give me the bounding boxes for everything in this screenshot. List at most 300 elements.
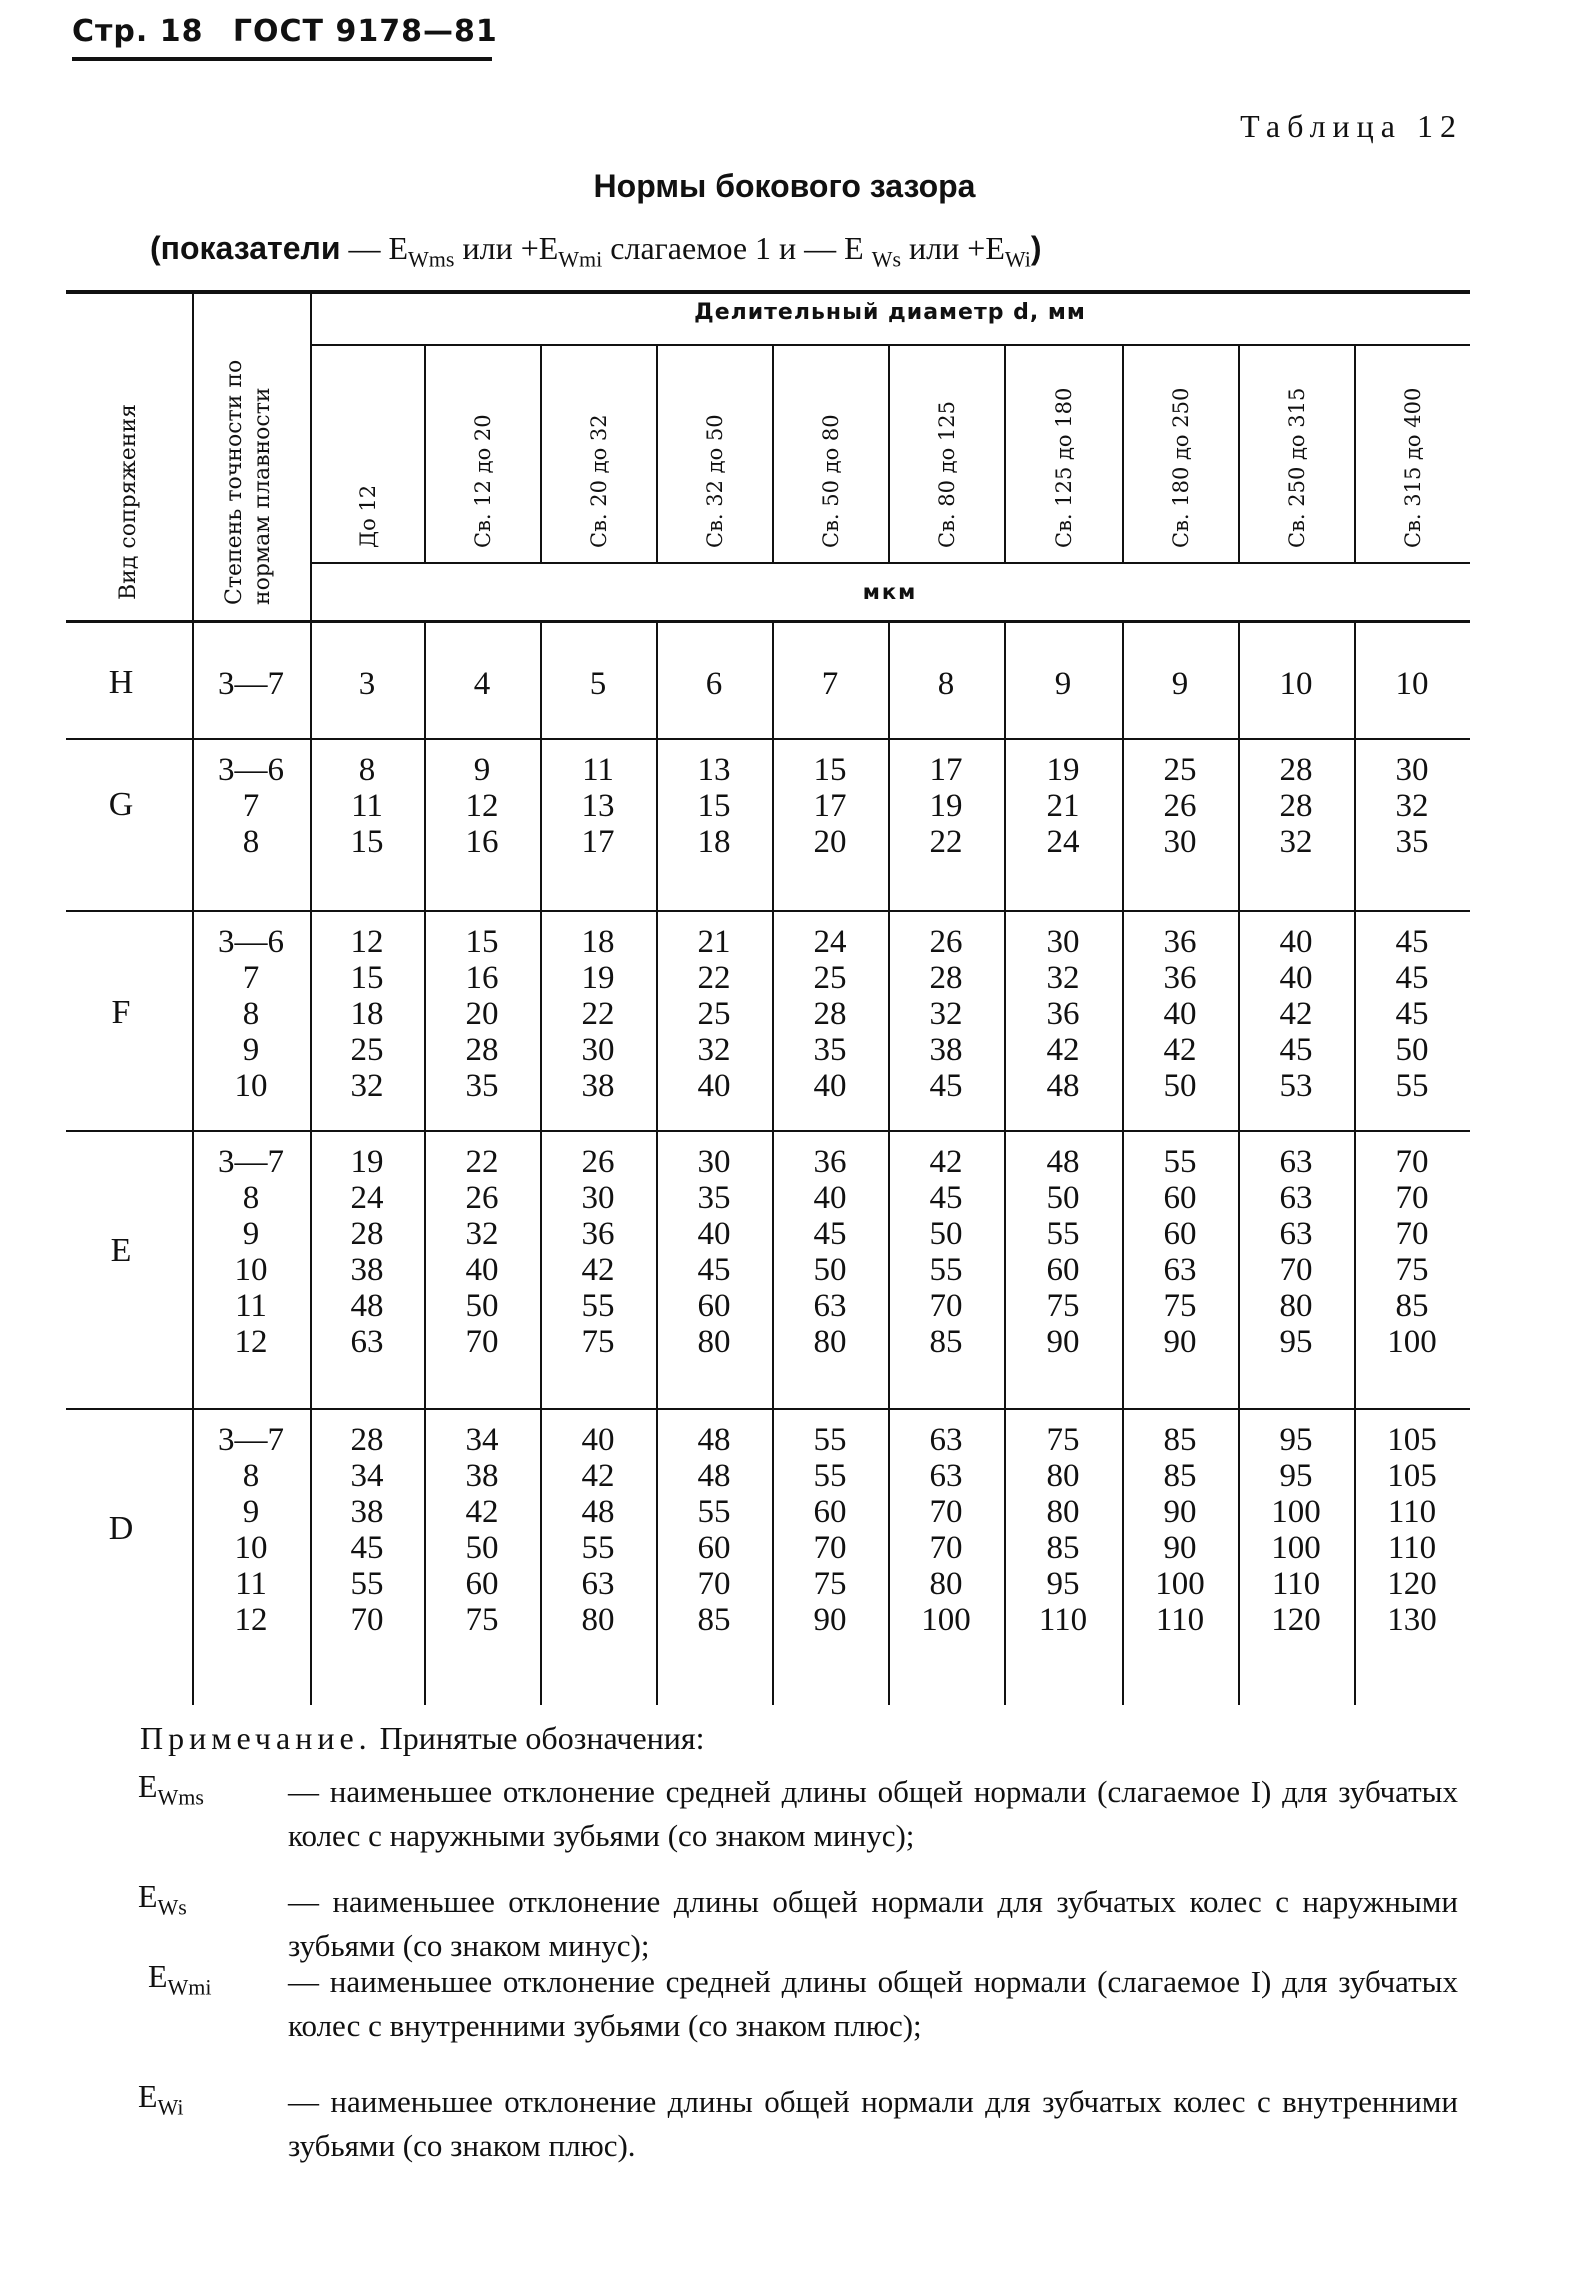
table-cell: 21 bbox=[697, 924, 731, 960]
table-cell: 35 bbox=[465, 1068, 499, 1104]
column-header-mating-type: Вид сопряжения bbox=[116, 403, 141, 600]
table-cell: 35 bbox=[1395, 824, 1429, 860]
table-cell: 130 bbox=[1387, 1602, 1437, 1638]
note-symbol-subscript: Ws bbox=[157, 1894, 187, 1920]
table-cell: 53 bbox=[1279, 1068, 1313, 1104]
column-header-accuracy-line1: Степень точности по bbox=[222, 359, 247, 605]
table-cell: 4 bbox=[473, 666, 491, 702]
diameter-column-header: До 12 bbox=[356, 484, 380, 548]
table-cell: 75 bbox=[813, 1566, 847, 1602]
diameter-column-line bbox=[888, 346, 890, 562]
table-cell: 30 bbox=[697, 1144, 731, 1180]
table-cell: 50 bbox=[813, 1252, 847, 1288]
table-cell: 15 bbox=[813, 752, 847, 788]
table-cell: 5 bbox=[589, 666, 607, 702]
accuracy-grade-cell: 8 bbox=[242, 1180, 260, 1216]
note-definition-text: — наименьшее отклонение длины общей нормали для зубчатых колес с наружными зубьями (со знаком минус); bbox=[288, 1884, 1458, 1963]
table-cell: 63 bbox=[1279, 1180, 1313, 1216]
diameter-column-header: Св. 80 до 125 bbox=[935, 401, 959, 548]
table-cell: 55 bbox=[697, 1494, 731, 1530]
page-number: Стр. 18 bbox=[72, 14, 204, 49]
table-cell: 70 bbox=[1395, 1180, 1429, 1216]
table-cell: 60 bbox=[697, 1288, 731, 1324]
table-cell: 55 bbox=[1395, 1068, 1429, 1104]
accuracy-grade-cell: 8 bbox=[242, 824, 260, 860]
table-cell: 36 bbox=[581, 1216, 615, 1252]
standard-code: ГОСТ 9178—81 bbox=[232, 14, 498, 49]
table-cell: 63 bbox=[1163, 1252, 1197, 1288]
table-cell: 28 bbox=[350, 1422, 384, 1458]
unit-header: мкм bbox=[862, 580, 918, 604]
table-cell: 70 bbox=[350, 1602, 384, 1638]
table-cell: 13 bbox=[581, 788, 615, 824]
table-cell: 75 bbox=[1163, 1288, 1197, 1324]
table-cell: 100 bbox=[921, 1602, 971, 1638]
table-cell: 80 bbox=[1046, 1494, 1080, 1530]
column-header-rule bbox=[310, 562, 1470, 564]
accuracy-grade-cell: 8 bbox=[242, 996, 260, 1032]
table-cell: 45 bbox=[1395, 960, 1429, 996]
table-cell: 6 bbox=[705, 666, 723, 702]
table-cell: 63 bbox=[929, 1422, 963, 1458]
table-cell: 110 bbox=[1271, 1566, 1321, 1602]
diameter-column-line bbox=[540, 346, 542, 562]
table-cell: 75 bbox=[581, 1324, 615, 1360]
table-cell: 90 bbox=[1163, 1494, 1197, 1530]
subtitle-sub: Wms bbox=[408, 246, 455, 272]
subtitle-part: слагаемое 1 и — E bbox=[602, 230, 872, 266]
accuracy-grade-cell: 7 bbox=[242, 960, 260, 996]
table-cell: 63 bbox=[581, 1566, 615, 1602]
table-cell: 45 bbox=[929, 1180, 963, 1216]
table-cell: 22 bbox=[581, 996, 615, 1032]
table-cell: 16 bbox=[465, 824, 499, 860]
table-cell: 120 bbox=[1387, 1566, 1437, 1602]
table-cell: 40 bbox=[697, 1216, 731, 1252]
table-cell: 35 bbox=[697, 1180, 731, 1216]
diameter-column-line bbox=[1122, 346, 1124, 562]
table-cell: 95 bbox=[1279, 1324, 1313, 1360]
table-cell: 50 bbox=[465, 1288, 499, 1324]
table-cell: 40 bbox=[813, 1068, 847, 1104]
table-cell: 50 bbox=[1163, 1068, 1197, 1104]
table-label: Таблица 12 bbox=[1240, 108, 1463, 144]
diameter-column-header: Св. 50 до 80 bbox=[819, 414, 843, 548]
table-cell: 90 bbox=[1163, 1530, 1197, 1566]
table-cell: 34 bbox=[350, 1458, 384, 1494]
table-cell: 70 bbox=[813, 1530, 847, 1566]
table-cell: 7 bbox=[821, 666, 839, 702]
table-cell: 48 bbox=[697, 1422, 731, 1458]
table-cell: 20 bbox=[813, 824, 847, 860]
table-cell: 75 bbox=[465, 1602, 499, 1638]
accuracy-grade-cell: 9 bbox=[242, 1216, 260, 1252]
table-cell: 26 bbox=[581, 1144, 615, 1180]
subtitle-part: или +E bbox=[901, 230, 1005, 266]
table-cell: 75 bbox=[1046, 1422, 1080, 1458]
group-separator-rule bbox=[66, 738, 1470, 740]
table-cell: 12 bbox=[465, 788, 499, 824]
table-cell: 50 bbox=[1046, 1180, 1080, 1216]
table-cell: 38 bbox=[929, 1032, 963, 1068]
table-cell: 55 bbox=[350, 1566, 384, 1602]
table-cell: 110 bbox=[1038, 1602, 1088, 1638]
table-cell: 8 bbox=[937, 666, 955, 702]
table-cell: 10 bbox=[1395, 666, 1429, 702]
table-cell: 32 bbox=[1279, 824, 1313, 860]
table-cell: 90 bbox=[1046, 1324, 1080, 1360]
subtitle-sub: Ws bbox=[871, 246, 902, 272]
note-symbol-subscript: Wmi bbox=[167, 1974, 212, 2000]
diameter-column-line bbox=[1354, 346, 1356, 562]
table-cell: 12 bbox=[350, 924, 384, 960]
diameter-column-header: Св. 20 до 32 bbox=[587, 414, 611, 548]
table-cell: 42 bbox=[1046, 1032, 1080, 1068]
table-cell: 60 bbox=[1163, 1216, 1197, 1252]
table-cell: 16 bbox=[465, 960, 499, 996]
table-cell: 40 bbox=[465, 1252, 499, 1288]
accuracy-grade-cell: 9 bbox=[242, 1494, 260, 1530]
table-cell: 28 bbox=[1279, 788, 1313, 824]
note-symbol bbox=[138, 1768, 204, 1810]
accuracy-grade-cell: 11 bbox=[235, 1566, 267, 1602]
table-cell: 38 bbox=[581, 1068, 615, 1104]
table-cell: 105 bbox=[1387, 1422, 1437, 1458]
group-separator-rule bbox=[66, 1130, 1470, 1132]
table-cell: 38 bbox=[350, 1252, 384, 1288]
table-cell: 19 bbox=[350, 1144, 384, 1180]
table-cell: 55 bbox=[1163, 1144, 1197, 1180]
table-cell: 42 bbox=[581, 1252, 615, 1288]
table-cell: 42 bbox=[1163, 1032, 1197, 1068]
table-cell: 70 bbox=[465, 1324, 499, 1360]
note-label: Примечание. bbox=[140, 1720, 372, 1756]
accuracy-grade-cell: 11 bbox=[235, 1288, 267, 1324]
mating-type-label: H bbox=[108, 664, 134, 701]
accuracy-grade-cell: 12 bbox=[234, 1324, 268, 1360]
table-cell: 75 bbox=[1046, 1288, 1080, 1324]
diameter-column-line bbox=[656, 346, 658, 562]
table-cell: 60 bbox=[1046, 1252, 1080, 1288]
table-cell: 55 bbox=[581, 1530, 615, 1566]
diameter-column-line bbox=[1238, 346, 1240, 562]
table-cell: 42 bbox=[1279, 996, 1313, 1032]
subtitle-part: или +E bbox=[454, 230, 559, 266]
table-cell: 55 bbox=[581, 1288, 615, 1324]
diameter-column-header: Св. 12 до 20 bbox=[471, 414, 495, 548]
diameter-column-header: Св. 250 до 315 bbox=[1285, 387, 1309, 548]
mating-type-label: F bbox=[111, 994, 131, 1031]
table-cell: 25 bbox=[813, 960, 847, 996]
subtitle-close: ) bbox=[1030, 230, 1042, 266]
table-cell: 63 bbox=[1279, 1144, 1313, 1180]
table-cell: 63 bbox=[1279, 1216, 1313, 1252]
table-cell: 100 bbox=[1271, 1530, 1321, 1566]
note-intro: Принятые обозначения: bbox=[371, 1720, 705, 1756]
note-title bbox=[140, 1720, 705, 1757]
table-cell: 70 bbox=[697, 1566, 731, 1602]
table-cell: 100 bbox=[1155, 1566, 1205, 1602]
note-symbol-letter: E bbox=[148, 1958, 168, 1994]
table-cell: 55 bbox=[1046, 1216, 1080, 1252]
diameter-header-rule bbox=[310, 344, 1470, 346]
note-symbol-subscript: Wi bbox=[157, 2094, 184, 2120]
diameter-column-header: Св. 32 до 50 bbox=[703, 414, 727, 548]
table-cell: 11 bbox=[582, 752, 614, 788]
table-cell: 48 bbox=[581, 1494, 615, 1530]
table-cell: 80 bbox=[697, 1324, 731, 1360]
table-cell: 24 bbox=[1046, 824, 1080, 860]
table-cell: 80 bbox=[813, 1324, 847, 1360]
table-cell: 63 bbox=[813, 1288, 847, 1324]
table-cell: 48 bbox=[697, 1458, 731, 1494]
table-cell: 90 bbox=[813, 1602, 847, 1638]
note-symbol bbox=[138, 1878, 187, 1920]
table-cell: 36 bbox=[1163, 960, 1197, 996]
table-cell: 9 bbox=[473, 752, 491, 788]
table-cell: 3 bbox=[358, 666, 376, 702]
table-cell: 11 bbox=[351, 788, 383, 824]
accuracy-grade-cell: 3—7 bbox=[218, 1144, 284, 1180]
note-symbol-subscript: Wms bbox=[157, 1784, 204, 1810]
table-cell: 40 bbox=[813, 1180, 847, 1216]
diameter-column-line bbox=[1004, 346, 1006, 562]
table-cell: 85 bbox=[1395, 1288, 1429, 1324]
table-cell: 45 bbox=[697, 1252, 731, 1288]
table-cell: 18 bbox=[697, 824, 731, 860]
column-header-accuracy-line2: нормам плавности bbox=[250, 387, 275, 605]
table-cell: 35 bbox=[813, 1032, 847, 1068]
table-cell: 30 bbox=[1046, 924, 1080, 960]
table-cell: 70 bbox=[1279, 1252, 1313, 1288]
table-cell: 19 bbox=[1046, 752, 1080, 788]
table-cell: 34 bbox=[465, 1422, 499, 1458]
table-cell: 100 bbox=[1271, 1494, 1321, 1530]
table-cell: 50 bbox=[929, 1216, 963, 1252]
table-cell: 120 bbox=[1271, 1602, 1321, 1638]
subtitle-sub: Wi bbox=[1004, 246, 1031, 272]
note-symbol bbox=[148, 1958, 212, 2000]
mating-type-label: G bbox=[108, 786, 134, 823]
table-cell: 85 bbox=[1046, 1530, 1080, 1566]
accuracy-grade-cell: 10 bbox=[234, 1068, 268, 1104]
table-cell: 26 bbox=[1163, 788, 1197, 824]
table-cell: 36 bbox=[813, 1144, 847, 1180]
table-cell: 40 bbox=[1279, 924, 1313, 960]
table-cell: 18 bbox=[581, 924, 615, 960]
group-separator-rule bbox=[66, 910, 1470, 912]
table-cell: 26 bbox=[465, 1180, 499, 1216]
table-cell: 63 bbox=[350, 1324, 384, 1360]
accuracy-grade-cell: 12 bbox=[234, 1602, 268, 1638]
diameter-column-header: Св. 315 до 400 bbox=[1401, 387, 1425, 548]
group-separator-rule bbox=[66, 1408, 1470, 1410]
table-cell: 15 bbox=[350, 824, 384, 860]
table-cell: 42 bbox=[929, 1144, 963, 1180]
table-cell: 48 bbox=[1046, 1068, 1080, 1104]
table-cell: 80 bbox=[1046, 1458, 1080, 1494]
accuracy-grade-cell: 3—7 bbox=[218, 666, 284, 702]
table-cell: 38 bbox=[465, 1458, 499, 1494]
table-cell: 21 bbox=[1046, 788, 1080, 824]
diameter-header: Делительный диаметр d, мм bbox=[694, 300, 1086, 325]
table-cell: 63 bbox=[929, 1458, 963, 1494]
table-cell: 50 bbox=[465, 1530, 499, 1566]
diameter-column-line bbox=[424, 346, 426, 562]
table-cell: 45 bbox=[350, 1530, 384, 1566]
table-cell: 80 bbox=[581, 1602, 615, 1638]
subtitle-sub: Wmi bbox=[558, 246, 603, 272]
table-cell: 95 bbox=[1279, 1422, 1313, 1458]
table-cell: 30 bbox=[1163, 824, 1197, 860]
table-cell: 70 bbox=[1395, 1216, 1429, 1252]
table-cell: 26 bbox=[929, 924, 963, 960]
table-cell: 95 bbox=[1046, 1566, 1080, 1602]
table-cell: 25 bbox=[1163, 752, 1197, 788]
table-cell: 10 bbox=[1279, 666, 1313, 702]
table-cell: 24 bbox=[350, 1180, 384, 1216]
table-cell: 95 bbox=[1279, 1458, 1313, 1494]
table-cell: 55 bbox=[929, 1252, 963, 1288]
table-cell: 50 bbox=[1395, 1032, 1429, 1068]
table-cell: 110 bbox=[1155, 1602, 1205, 1638]
note-symbol-letter: E bbox=[138, 1878, 158, 1914]
accuracy-grade-cell: 8 bbox=[242, 1458, 260, 1494]
mating-type-label: D bbox=[108, 1510, 134, 1547]
table-cell: 17 bbox=[929, 752, 963, 788]
note-symbol bbox=[138, 2078, 184, 2120]
table-cell: 32 bbox=[929, 996, 963, 1032]
table-cell: 18 bbox=[350, 996, 384, 1032]
table-cell: 24 bbox=[813, 924, 847, 960]
note-symbol-letter: E bbox=[138, 1768, 158, 1804]
subtitle-part: — E bbox=[340, 230, 409, 266]
subtitle-open: (показатели bbox=[150, 230, 341, 266]
table-cell: 60 bbox=[465, 1566, 499, 1602]
table-cell: 70 bbox=[929, 1288, 963, 1324]
diameter-column-header: Св. 180 до 250 bbox=[1169, 387, 1193, 548]
table-cell: 28 bbox=[465, 1032, 499, 1068]
table-cell: 9 bbox=[1054, 666, 1072, 702]
table-cell: 80 bbox=[929, 1566, 963, 1602]
table-cell: 15 bbox=[465, 924, 499, 960]
table-cell: 30 bbox=[1395, 752, 1429, 788]
table-cell: 45 bbox=[1395, 924, 1429, 960]
table-cell: 90 bbox=[1163, 1324, 1197, 1360]
table-cell: 45 bbox=[929, 1068, 963, 1104]
table-cell: 30 bbox=[581, 1032, 615, 1068]
table-title: Нормы бокового зазора bbox=[593, 168, 976, 204]
table-cell: 110 bbox=[1387, 1530, 1437, 1566]
table-subtitle bbox=[150, 230, 1042, 272]
table-cell: 28 bbox=[350, 1216, 384, 1252]
table-cell: 8 bbox=[358, 752, 376, 788]
table-cell: 60 bbox=[697, 1530, 731, 1566]
table-cell: 13 bbox=[697, 752, 731, 788]
table-cell: 15 bbox=[697, 788, 731, 824]
accuracy-grade-cell: 3—7 bbox=[218, 1422, 284, 1458]
table-cell: 60 bbox=[813, 1494, 847, 1530]
table-cell: 55 bbox=[813, 1422, 847, 1458]
note-definition-text: — наименьшее отклонение длины общей нормали для зубчатых колес с внутренними зубьями (со знаком плюс). bbox=[288, 2084, 1458, 2163]
table-cell: 22 bbox=[465, 1144, 499, 1180]
table-cell: 17 bbox=[581, 824, 615, 860]
table-cell: 40 bbox=[1163, 996, 1197, 1032]
table-cell: 110 bbox=[1387, 1494, 1437, 1530]
table-cell: 32 bbox=[350, 1068, 384, 1104]
accuracy-grade-cell: 3—6 bbox=[218, 924, 284, 960]
table-cell: 42 bbox=[581, 1458, 615, 1494]
note-definition-text: — наименьшее отклонение средней длины общей нормали (слагаемое I) для зубчатых колес с внутренними зубьями (со знаком плюс); bbox=[288, 1964, 1458, 2043]
note-symbol-letter: E bbox=[138, 2078, 158, 2114]
table-cell: 45 bbox=[1395, 996, 1429, 1032]
table-cell: 32 bbox=[465, 1216, 499, 1252]
table-cell: 22 bbox=[929, 824, 963, 860]
table-cell: 36 bbox=[1046, 996, 1080, 1032]
table-cell: 28 bbox=[813, 996, 847, 1032]
table-cell: 40 bbox=[581, 1422, 615, 1458]
table-cell: 28 bbox=[929, 960, 963, 996]
table-cell: 40 bbox=[697, 1068, 731, 1104]
table-cell: 22 bbox=[697, 960, 731, 996]
accuracy-grade-cell: 10 bbox=[234, 1530, 268, 1566]
table-cell: 19 bbox=[929, 788, 963, 824]
table-cell: 60 bbox=[1163, 1180, 1197, 1216]
table-cell: 48 bbox=[1046, 1144, 1080, 1180]
table-cell: 25 bbox=[350, 1032, 384, 1068]
table-cell: 38 bbox=[350, 1494, 384, 1530]
table-cell: 75 bbox=[1395, 1252, 1429, 1288]
table-cell: 15 bbox=[350, 960, 384, 996]
table-cell: 32 bbox=[697, 1032, 731, 1068]
table-cell: 48 bbox=[350, 1288, 384, 1324]
table-cell: 85 bbox=[1163, 1458, 1197, 1494]
table-cell: 42 bbox=[465, 1494, 499, 1530]
table-cell: 28 bbox=[1279, 752, 1313, 788]
accuracy-grade-cell: 7 bbox=[242, 788, 260, 824]
header-bottom-rule bbox=[66, 620, 1470, 623]
diameter-column-header: Св. 125 до 180 bbox=[1052, 387, 1076, 548]
table-cell: 85 bbox=[697, 1602, 731, 1638]
diameter-column-line bbox=[772, 346, 774, 562]
page-header bbox=[72, 14, 498, 61]
table-cell: 9 bbox=[1171, 666, 1189, 702]
table-cell: 45 bbox=[813, 1216, 847, 1252]
table-cell: 85 bbox=[929, 1324, 963, 1360]
table-cell: 32 bbox=[1395, 788, 1429, 824]
table-cell: 105 bbox=[1387, 1458, 1437, 1494]
accuracy-grade-cell: 10 bbox=[234, 1252, 268, 1288]
table-cell: 36 bbox=[1163, 924, 1197, 960]
accuracy-grade-cell: 9 bbox=[242, 1032, 260, 1068]
table-cell: 85 bbox=[1163, 1422, 1197, 1458]
table-cell: 20 bbox=[465, 996, 499, 1032]
table-cell: 17 bbox=[813, 788, 847, 824]
table-cell: 70 bbox=[929, 1494, 963, 1530]
table-cell: 25 bbox=[697, 996, 731, 1032]
table-cell: 45 bbox=[1279, 1032, 1313, 1068]
table-cell: 19 bbox=[581, 960, 615, 996]
table-cell: 70 bbox=[929, 1530, 963, 1566]
table-top-rule bbox=[66, 290, 1470, 294]
table-cell: 70 bbox=[1395, 1144, 1429, 1180]
mating-type-label: E bbox=[110, 1232, 132, 1269]
table-cell: 55 bbox=[813, 1458, 847, 1494]
table-cell: 32 bbox=[1046, 960, 1080, 996]
table-cell: 80 bbox=[1279, 1288, 1313, 1324]
accuracy-grade-cell: 3—6 bbox=[218, 752, 284, 788]
table-cell: 40 bbox=[1279, 960, 1313, 996]
